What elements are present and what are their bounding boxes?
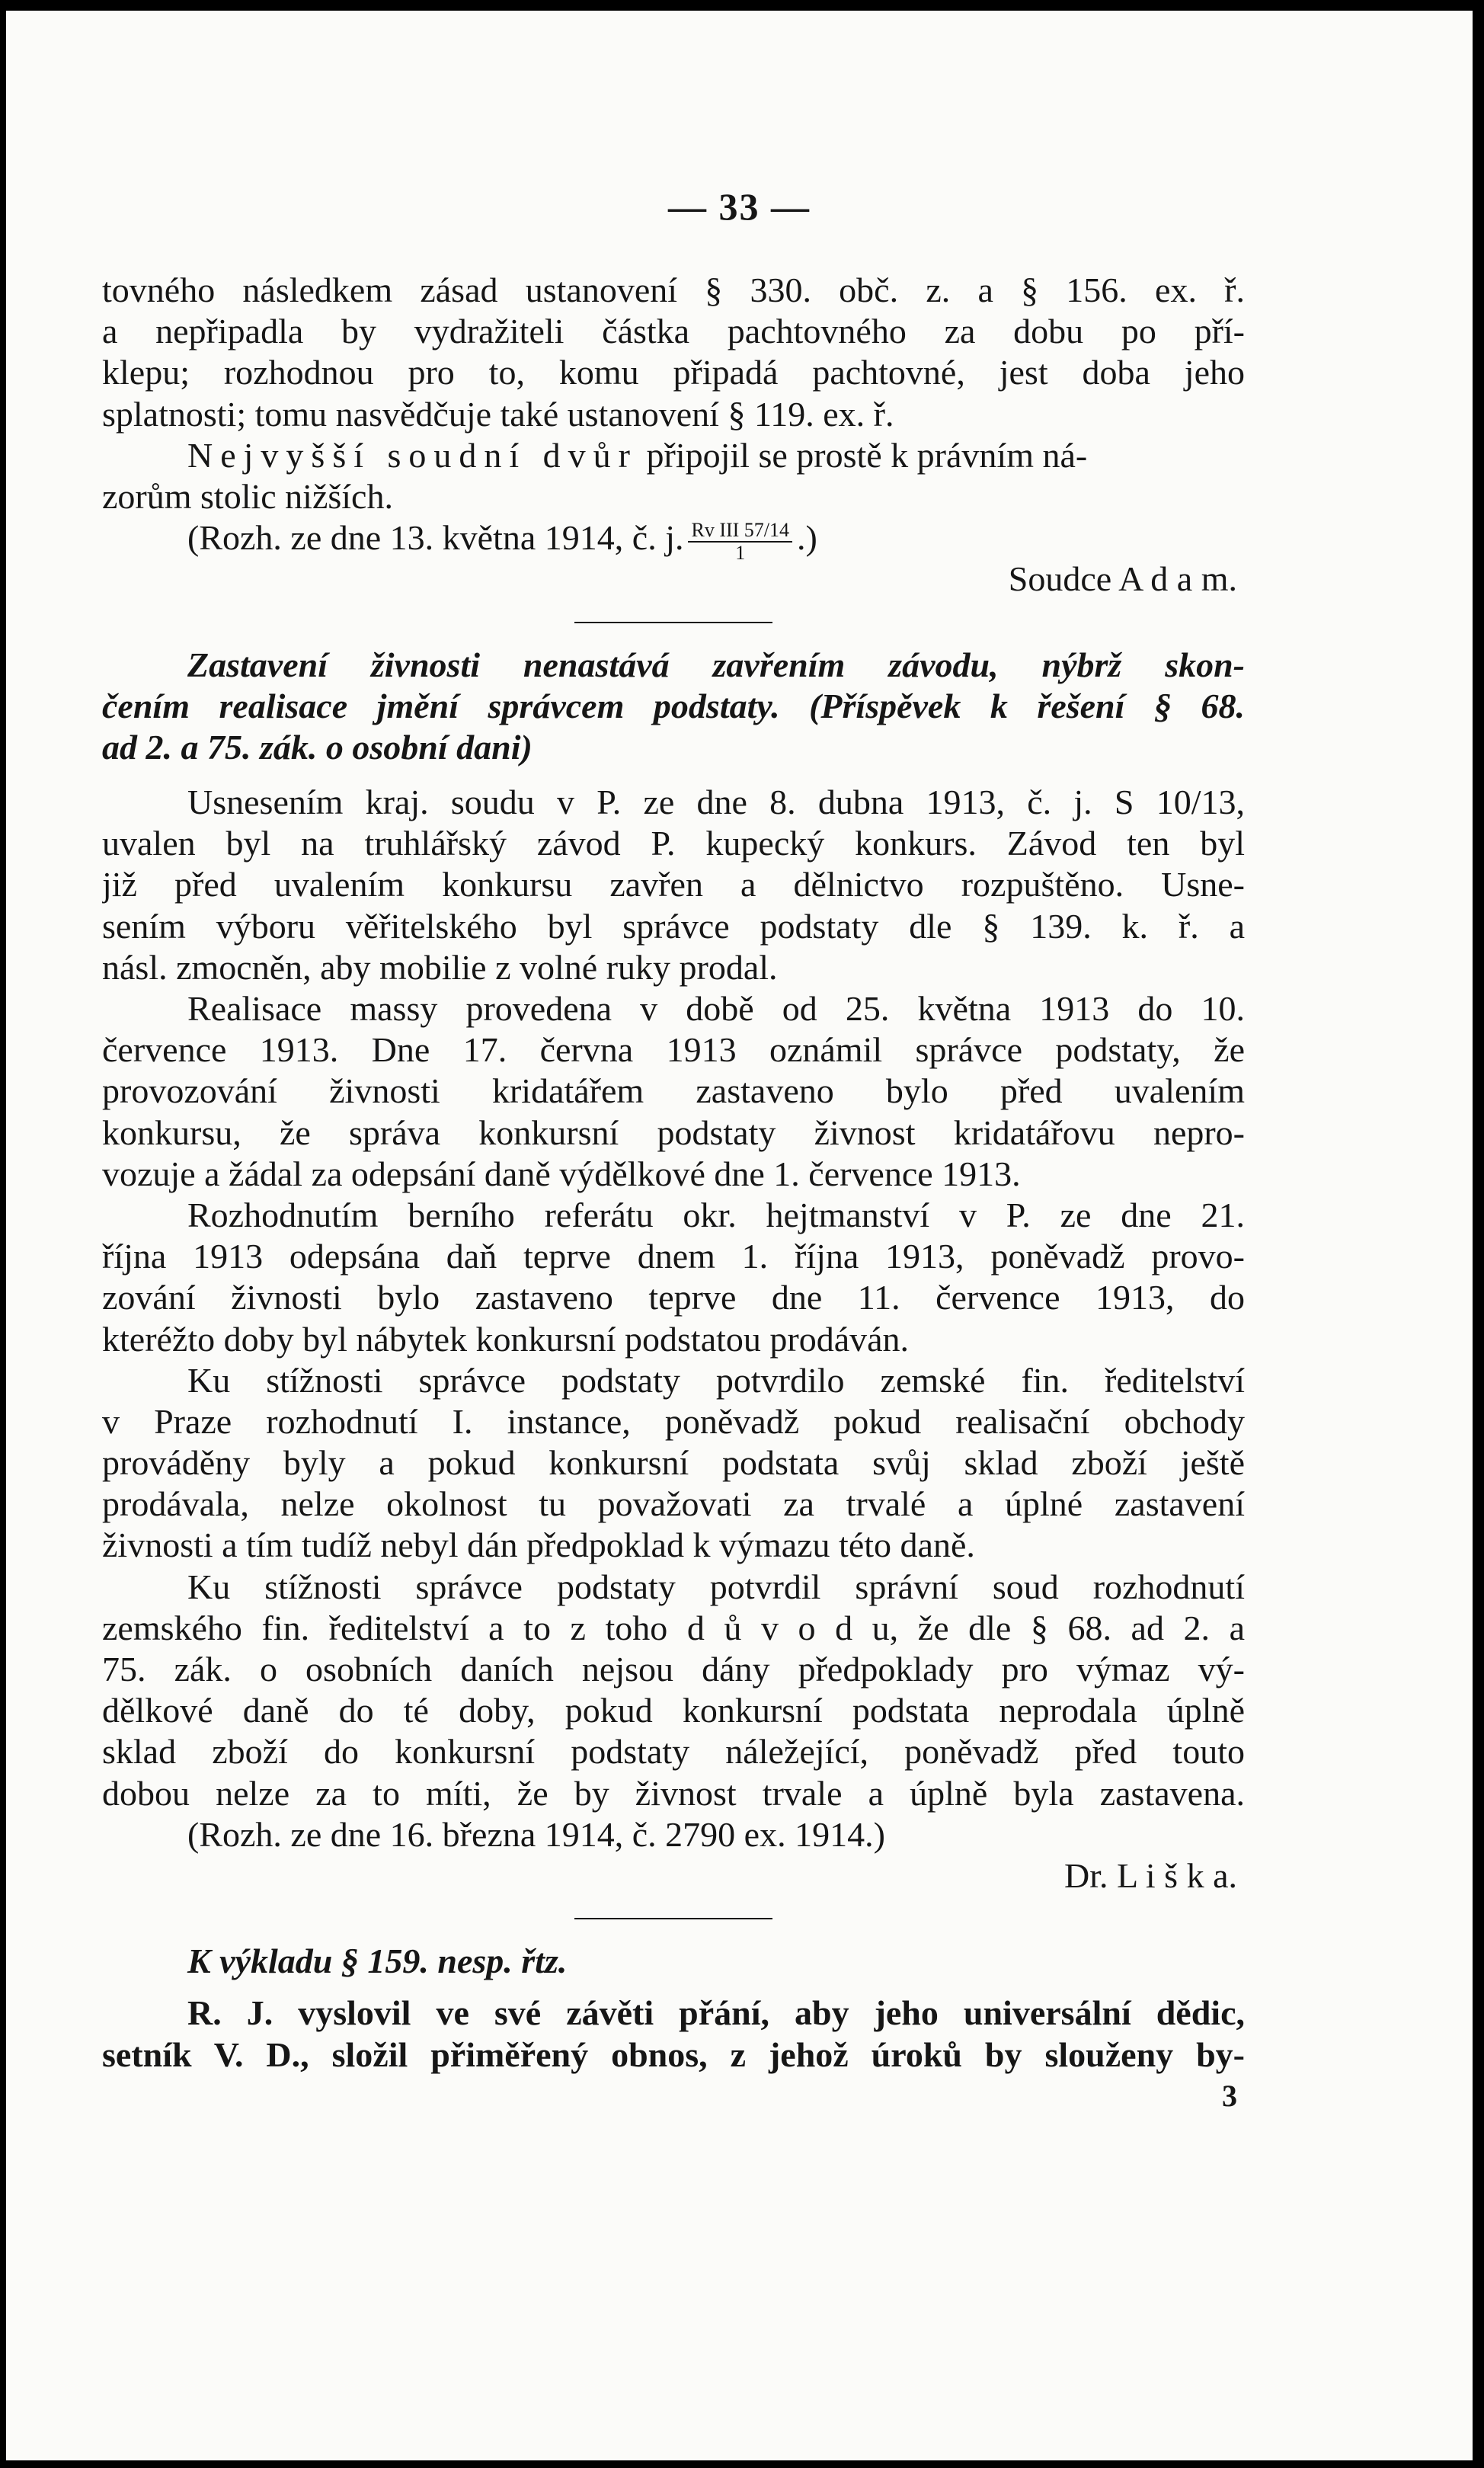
section-divider xyxy=(574,1918,772,1919)
section-divider xyxy=(574,622,772,623)
text-line: sením výboru věřitelského byl správce podstaty dle § 139. k. ř. a xyxy=(102,906,1245,946)
text-line: v Praze rozhodnutí I. instance, poněvadž pokud realisační obchody xyxy=(102,1401,1245,1441)
text-line: kteréžto doby byl nábytek konkursní podstatou prodáván. xyxy=(102,1319,910,1359)
fraction-denominator: 1 xyxy=(735,541,746,564)
page-content xyxy=(102,270,1245,2117)
document-page xyxy=(6,11,1473,2460)
text-line: zorům stolic nižších. xyxy=(102,476,393,516)
text-line: prováděny byly a pokud konkursní podstata svůj sklad zboží ještě xyxy=(102,1443,1245,1483)
text-line: uvalen byl na truhlářský závod P. kupecký konkurs. Závod ten byl xyxy=(102,824,1245,863)
text-line: provozování živnosti kridatářem zastaveno bylo před uvalením xyxy=(102,1071,1245,1111)
page-number: — 33 — xyxy=(668,185,811,228)
text-line: zemského fin. ředitelství a to z toho d ů v o d u, že dle § 68. ad 2. a xyxy=(102,1608,1245,1647)
section-heading: ad 2. a 75. zák. o osobní dani) xyxy=(102,727,533,767)
text-line: Realisace massy provedena v době od 25. května 1913 do 10. xyxy=(187,989,1245,1028)
section-interpretation xyxy=(102,1941,1245,2117)
ruling-citation: (Rozh. ze dne 16. března 1914, č. 2790 ex. 1914.) xyxy=(187,1814,885,1854)
text-line: dobou nelze za to míti, že by živnost trvale a úplně byla zastavena. xyxy=(102,1773,1245,1813)
text-line: a nepřipadla by vydražiteli částka pachtovného za dobu po pří- xyxy=(102,312,1245,351)
text-line: tovného následkem zásad ustanovení § 330. obč. z. a § 156. ex. ř. xyxy=(102,270,1245,309)
signature-mark: 3 xyxy=(1222,2078,1237,2113)
text-line: vozuje a žádal za odepsání daně výdělkové dne 1. července 1913. xyxy=(102,1154,1021,1193)
text-line: setník V. D., složil přiměřený obnos, z jehož úroků by slouženy by- xyxy=(102,2034,1245,2074)
section-heading: Zastavení živnosti nenastává zavřením závodu, nýbrž skon- xyxy=(187,645,1245,684)
text-line: zování živnosti bylo zastaveno teprve dne 11. července 1913, do xyxy=(102,1278,1245,1317)
text-line: Usnesením kraj. soudu v P. ze dne 8. dubna 1913, č. j. S 10/13, xyxy=(187,783,1245,822)
judge-signature: Dr. L i š k a. xyxy=(1064,1855,1237,1895)
court-statement xyxy=(102,435,1245,476)
text-line: dělkové daně do té doby, pokud konkursní podstata neprodala úplně xyxy=(102,1691,1245,1730)
text-line: prodávala, nelze okolnost tu považovati za trvalé a úplné zastavení xyxy=(102,1484,1245,1524)
fraction-numerator: Rv III 57/14 xyxy=(688,520,792,543)
ruling-citation xyxy=(102,517,1245,564)
text-line: Rozhodnutím berního referátu okr. hejtmanství v P. ze dne 21. xyxy=(187,1195,1245,1234)
text-line: Ku stížnosti správce podstaty potvrdil správní soud rozhodnutí xyxy=(187,1567,1245,1606)
text-line: října 1913 odepsána daň teprve dnem 1. října 1913, poněvadž provo- xyxy=(102,1237,1245,1276)
ruling-citation-prefix: (Rozh. ze dne 13. května 1914, č. j. xyxy=(187,518,684,558)
text-line: splatnosti; tomu nasvědčuje také ustanovení § 119. ex. ř. xyxy=(102,394,894,434)
section-continued-ruling xyxy=(102,270,1245,600)
case-number-fraction xyxy=(688,520,792,564)
text-line: klepu; rozhodnou pro to, komu připadá pachtovné, jest doba jeho xyxy=(102,353,1245,392)
ruling-citation-suffix: .) xyxy=(797,518,817,558)
text-line: července 1913. Dne 17. června 1913 oznámil správce podstaty, že xyxy=(102,1030,1245,1070)
text-line: živnosti a tím tudíž nebyl dán předpoklad k výmazu této daně. xyxy=(102,1525,975,1565)
text-line: R. J. vyslovil ve své závěti přání, aby jeho universální dědic, xyxy=(187,1993,1245,2033)
court-statement-rest: připojil se prostě k právním ná- xyxy=(638,435,1088,475)
text-line: 75. zák. o osobních daních nejsou dány předpoklady pro výmaz vý- xyxy=(102,1650,1245,1689)
text-line: již před uvalením konkursu zavřen a dělnictvo rozpuštěno. Usne- xyxy=(102,865,1245,904)
section-business-cessation xyxy=(102,645,1245,1897)
text-line: sklad zboží do konkursní podstaty náležející, poněvadž před touto xyxy=(102,1732,1245,1772)
section-heading: čením realisace jmění správcem podstaty. (Příspěvek k řešení § 68. xyxy=(102,686,1245,725)
judge-signature: Soudce A d a m. xyxy=(1008,559,1237,599)
text-line: konkursu, že správa konkursní podstaty živnost kridatářovu nepro- xyxy=(102,1112,1245,1152)
text-line: Ku stížnosti správce podstaty potvrdilo zemské fin. ředitelství xyxy=(187,1360,1245,1400)
text-line: násl. zmocněn, aby mobilie z volné ruky prodal. xyxy=(102,947,778,987)
section-heading: K výkladu § 159. nesp. řtz. xyxy=(187,1941,568,1981)
court-name-spaced: Nejvyšší soudní dvůr xyxy=(187,435,638,475)
